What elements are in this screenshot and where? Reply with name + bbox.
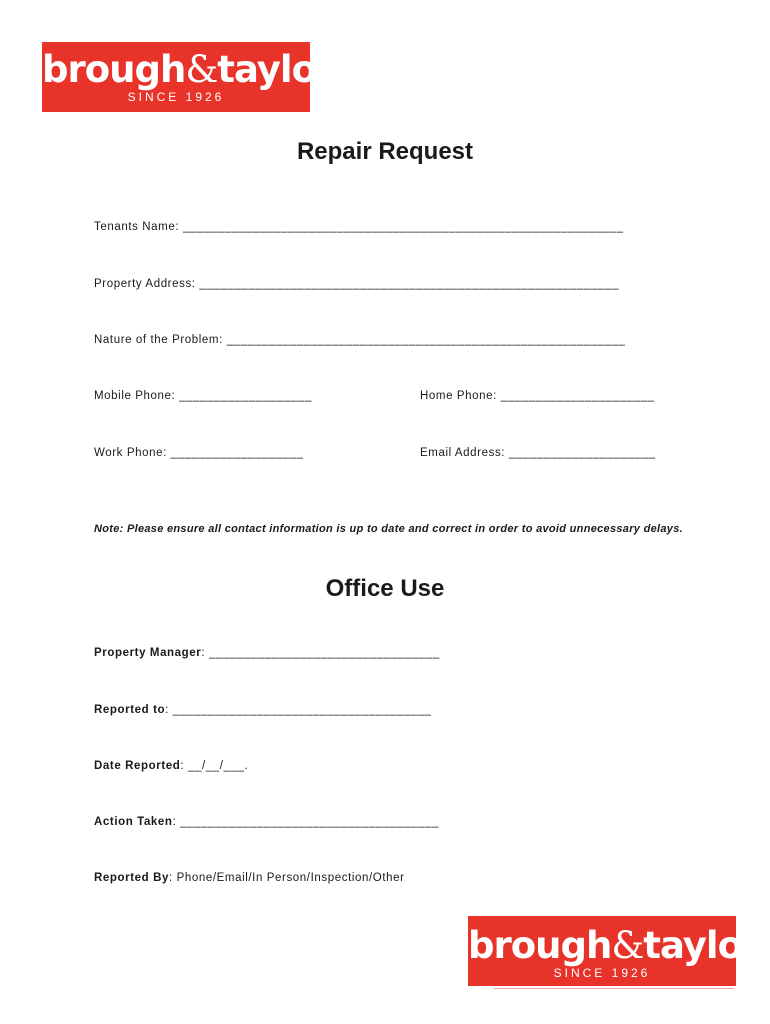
logo-wordmark: brough&taylor [468,924,760,967]
logo-wordmark: brough&taylor [42,48,334,91]
reported-by-label: Reported By [94,872,169,884]
work-phone-field: Work Phone: ___________________ [94,447,304,459]
date-reported-label: Date Reported [94,760,181,772]
property-manager-blank: : _________________________________ [201,647,440,659]
footer-rule [494,988,734,989]
brand-logo-bottom [468,916,760,986]
property-address-field: Property Address: ____________________________________________________________ [94,278,620,290]
date-reported-blank: : __/__/___. [180,760,249,772]
property-manager-label: Property Manager [94,647,202,659]
action-taken-label: Action Taken [94,816,173,828]
brand-logo-top [42,42,334,112]
mobile-phone-field: Mobile Phone: ___________________ [94,390,313,402]
contact-info-note: Note: Please ensure all contact information is up to date and correct in order to avoid unnecessary delays. [94,523,683,535]
page-title: Repair Request [296,138,474,165]
nature-of-problem-field: Nature of the Problem: _________________________________________________________ [94,334,626,346]
logo-since-text: SINCE 1926 [127,90,225,104]
property-manager-field [94,646,440,660]
office-use-title: Office Use [325,575,445,602]
reported-by-field [94,871,405,885]
reported-to-blank: : _____________________________________ [165,704,432,716]
date-reported-field [94,759,248,773]
home-phone-field: Home Phone: ______________________ [420,390,655,402]
action-taken-blank: : _____________________________________ [172,816,439,828]
reported-to-field [94,703,432,717]
logo-since-text: SINCE 1926 [553,966,651,980]
action-taken-field [94,815,439,829]
tenants-name-field: Tenants Name: _______________________________________________________________ [94,221,624,233]
email-address-field: Email Address: _____________________ [420,447,656,459]
reported-to-label: Reported to [94,704,166,716]
reported-by-value: : Phone/Email/In Person/Inspection/Other [168,872,405,884]
